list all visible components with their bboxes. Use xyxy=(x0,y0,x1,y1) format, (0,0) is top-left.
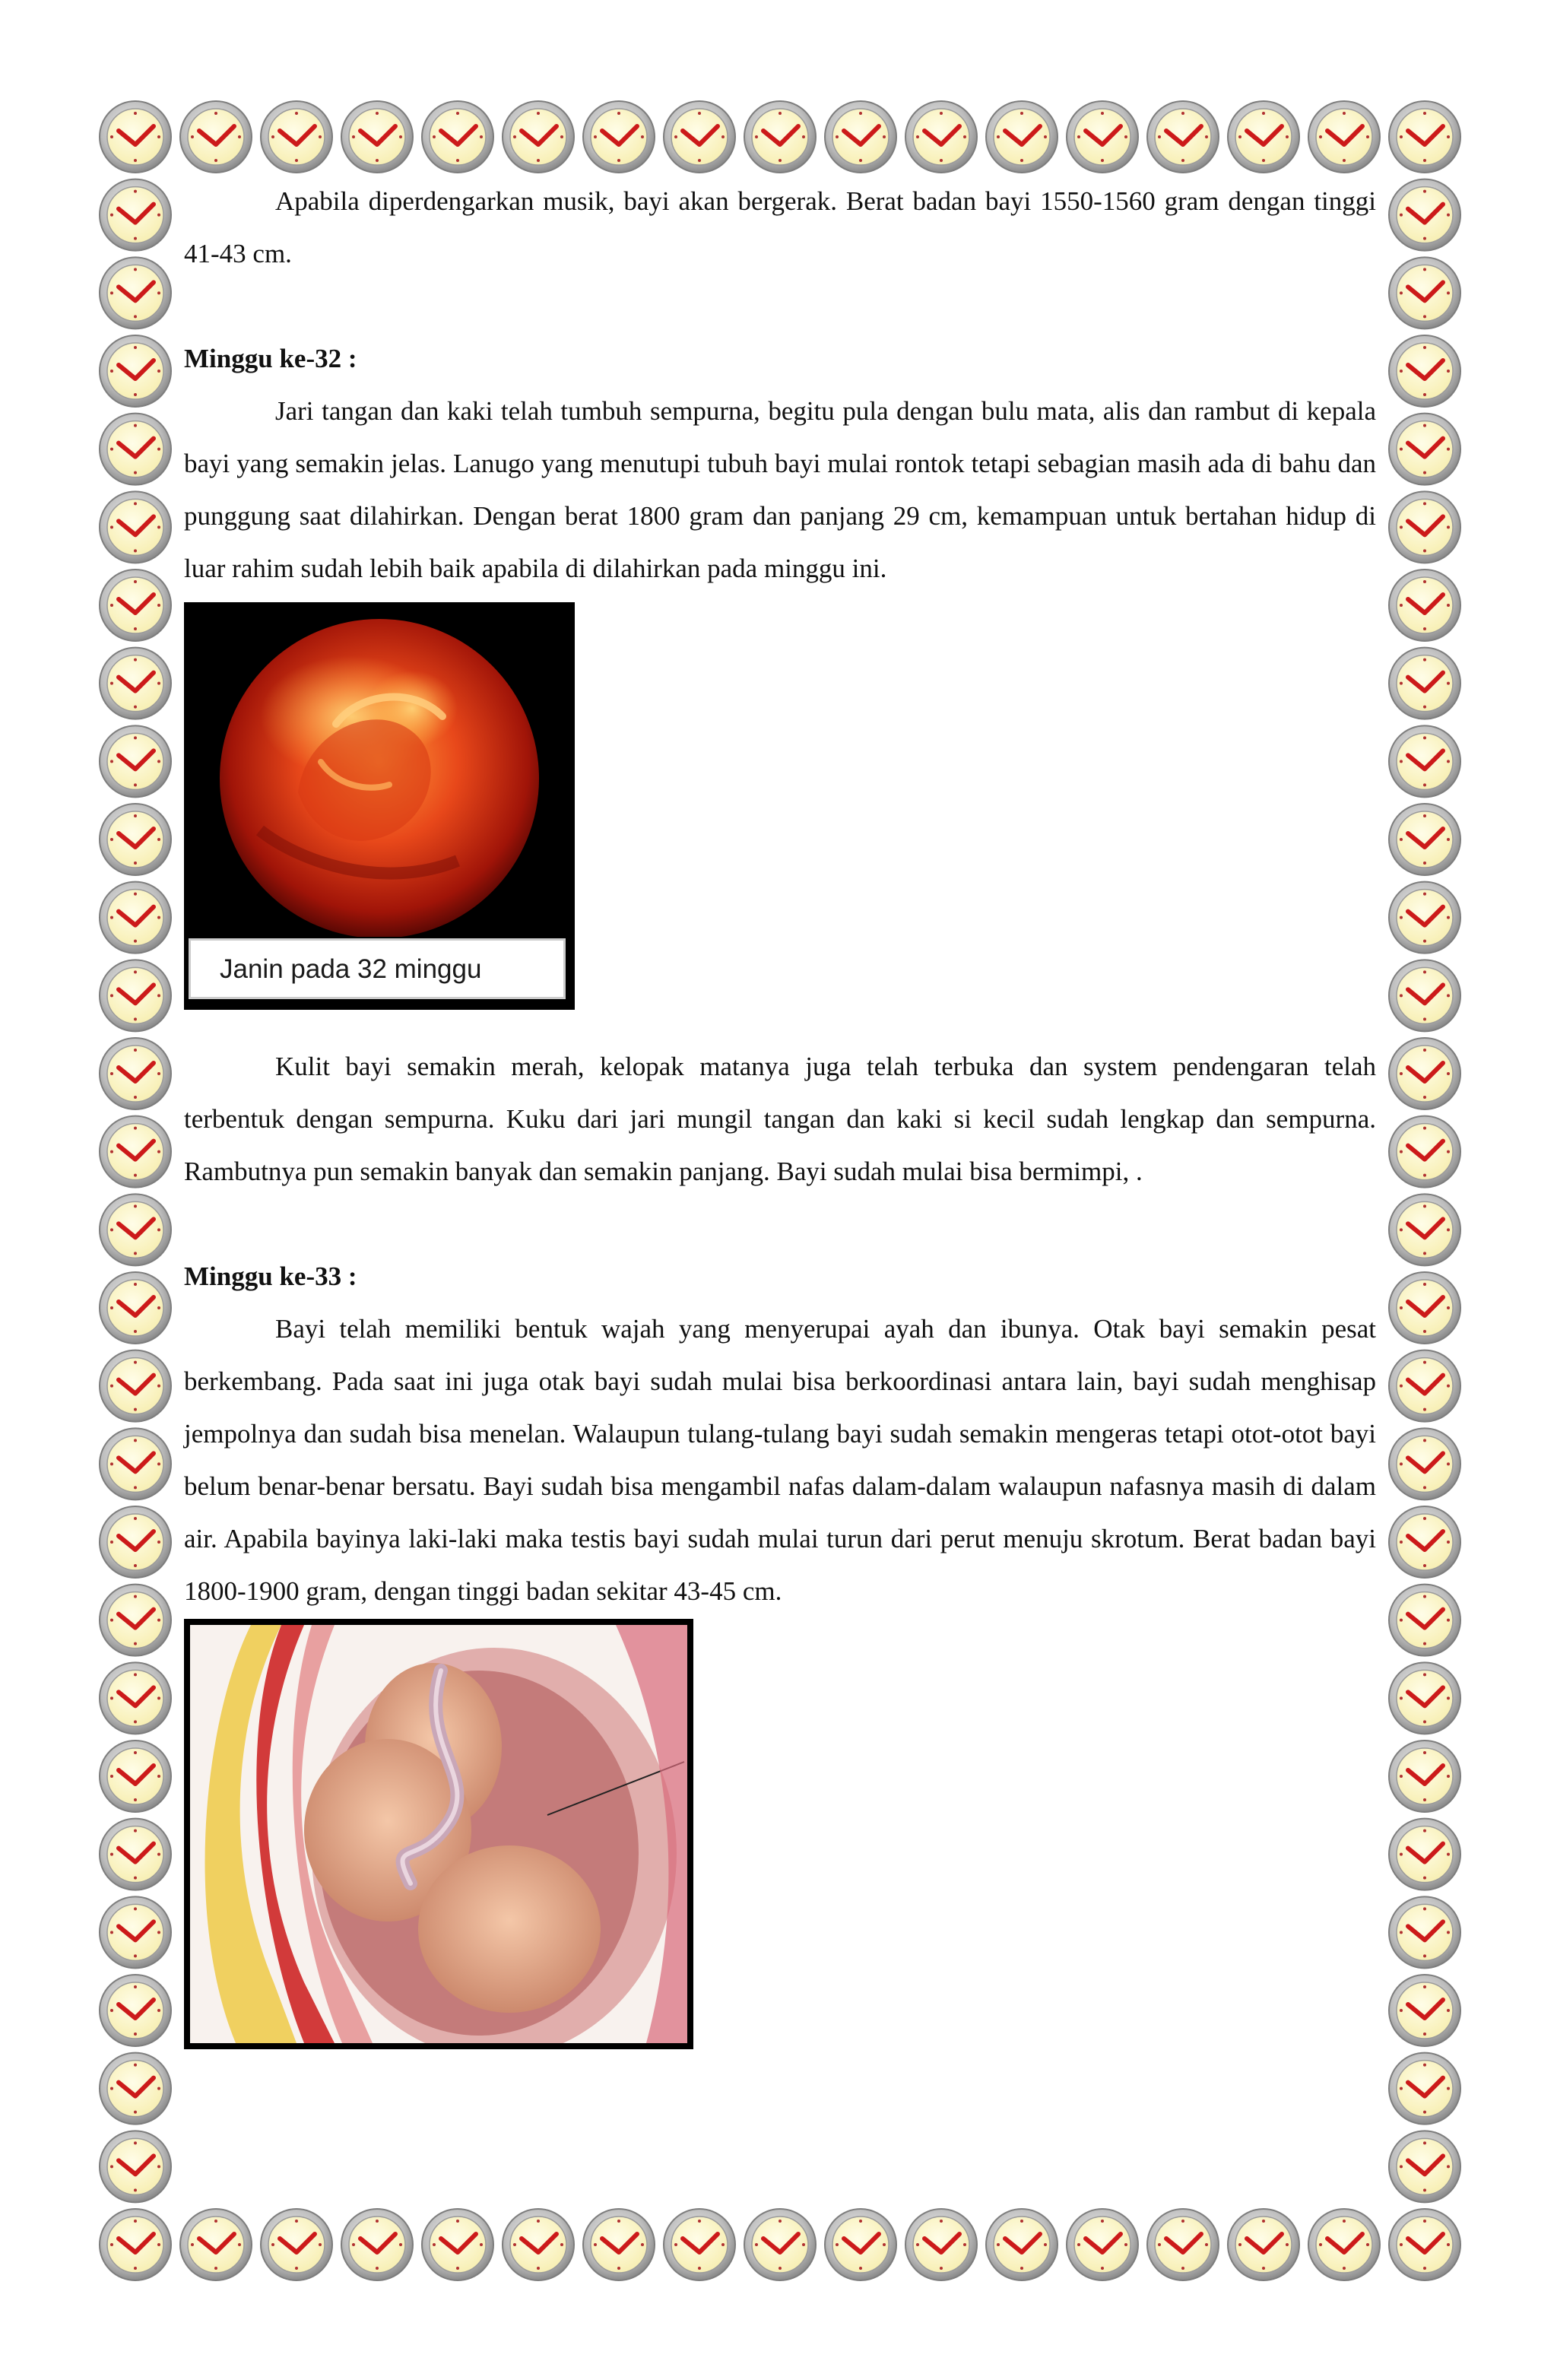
clock-icon xyxy=(1389,1116,1460,1188)
clock-icon xyxy=(1389,179,1460,251)
clock-icon xyxy=(100,1585,171,1656)
clock-icon xyxy=(100,101,171,173)
paragraph-intro: Apabila diperdengarkan musik, bayi akan bergerak. Berat badan bayi 1550-1560 gram dengan tinggi 41-43 cm. xyxy=(184,186,1376,268)
clock-icon xyxy=(825,101,896,173)
fetus-photo xyxy=(184,602,575,937)
clock-icon xyxy=(583,2209,655,2280)
paragraph-week-32: Jari tangan dan kaki telah tumbuh sempurna, begitu pula dengan bulu mata, alis dan rambut di kepala bayi yang semakin jelas. Lanugo yang menutupi tubuh bayi mulai rontok tetapi sebagian masih ada di bahu dan punggung saat dilahirkan. Dengan berat 1800 gram dan panjang 29 cm, kemampuan untuk bertahan hidup di luar rahim sudah lebih baik apabila di dilahirkan pada minggu ini. xyxy=(184,396,1376,583)
clock-icon xyxy=(100,1116,171,1188)
clock-icon xyxy=(341,2209,413,2280)
clock-icon xyxy=(100,882,171,954)
womb-illustration xyxy=(190,1625,687,2043)
clock-icon xyxy=(100,1975,171,2046)
clock-icon xyxy=(744,101,816,173)
clock-icon xyxy=(100,1819,171,1890)
clock-icon xyxy=(1389,1819,1460,1890)
clock-icon xyxy=(100,2131,171,2202)
clock-icon xyxy=(100,2053,171,2125)
paragraph-week-33: Bayi telah memiliki bentuk wajah yang menyerupai ayah dan ibunya. Otak bayi semakin pesat berkembang. Pada saat ini juga otak bayi sudah mulai bisa berkoordinasi antara lain, bayi sudah menghisap jempolnya dan sudah bisa menelan. Walaupun tulang-tulang bayi sudah semakin mengeras tetapi otot-otot bayi belum benar-benar bersatu. Bayi sudah bisa mengambil nafas dalam-dalam walaupun nafasnya masih di dalam air. Apabila bayinya laki-laki maka testis bayi sudah mulai turun dari perut menuju skrotum. Berat badan bayi 1800-1900 gram, dengan tinggi badan sekitar 43-45 cm. xyxy=(184,1314,1376,1606)
clock-icon xyxy=(1389,1272,1460,1344)
clock-icon xyxy=(100,1662,171,1734)
clock-icon xyxy=(1389,1038,1460,1109)
clock-icon xyxy=(986,101,1058,173)
clock-icon xyxy=(1389,1194,1460,1265)
clock-icon xyxy=(100,414,171,485)
clock-icon xyxy=(100,1350,171,1422)
clock-icon xyxy=(1389,491,1460,563)
clock-icon xyxy=(986,2209,1058,2280)
clock-icon xyxy=(1228,2209,1299,2280)
clock-icon xyxy=(1389,2131,1460,2202)
clock-icon xyxy=(100,335,171,407)
clock-icon xyxy=(1389,960,1460,1031)
clock-icon xyxy=(1389,257,1460,328)
clock-icon xyxy=(1389,1662,1460,1734)
clock-icon xyxy=(100,1896,171,1968)
clock-icon xyxy=(422,101,493,173)
clock-icon xyxy=(100,1272,171,1344)
clock-icon xyxy=(1389,648,1460,719)
clock-icon xyxy=(905,101,977,173)
fetus-in-womb-illustration xyxy=(184,1619,693,2049)
clock-icon xyxy=(100,179,171,251)
clock-icon xyxy=(1389,1428,1460,1499)
clock-icon xyxy=(1389,725,1460,797)
clock-icon xyxy=(100,491,171,563)
clock-icon xyxy=(1389,1506,1460,1578)
image-caption-box xyxy=(189,938,566,999)
fetus-32-weeks-image xyxy=(184,602,575,1010)
clock-icon xyxy=(1389,2209,1460,2280)
clock-icon xyxy=(100,2209,171,2280)
clock-icon xyxy=(100,570,171,641)
clock-icon xyxy=(100,804,171,875)
clock-icon xyxy=(503,2209,574,2280)
clock-icon xyxy=(1389,414,1460,485)
clock-icon xyxy=(1308,2209,1380,2280)
heading-week-32: Minggu ke-32 : xyxy=(184,344,357,373)
clock-icon xyxy=(825,2209,896,2280)
clock-icon xyxy=(180,2209,252,2280)
clock-icon xyxy=(1147,2209,1219,2280)
clock-icon xyxy=(1147,101,1219,173)
clock-icon xyxy=(1308,101,1380,173)
clock-icon xyxy=(100,648,171,719)
clock-icon xyxy=(100,1194,171,1265)
clock-icon xyxy=(100,1506,171,1578)
clock-icon xyxy=(100,1038,171,1109)
clock-icon xyxy=(905,2209,977,2280)
clock-icon xyxy=(1389,570,1460,641)
clock-icon xyxy=(1389,1350,1460,1422)
page-body xyxy=(184,175,1376,2049)
clock-icon xyxy=(180,101,252,173)
clock-icon xyxy=(341,101,413,173)
clock-icon xyxy=(1389,1975,1460,2046)
heading-week-33: Minggu ke-33 : xyxy=(184,1261,357,1291)
clock-icon xyxy=(1389,335,1460,407)
clock-icon xyxy=(1067,101,1138,173)
clock-icon xyxy=(261,101,332,173)
clock-icon xyxy=(1228,101,1299,173)
clock-icon xyxy=(100,725,171,797)
clock-icon xyxy=(422,2209,493,2280)
clock-icon xyxy=(1389,882,1460,954)
clock-icon xyxy=(261,2209,332,2280)
clock-icon xyxy=(1389,1585,1460,1656)
clock-icon xyxy=(583,101,655,173)
clock-icon xyxy=(1389,2053,1460,2125)
clock-icon xyxy=(1389,1896,1460,1968)
clock-icon xyxy=(100,960,171,1031)
clock-icon xyxy=(1389,101,1460,173)
clock-icon xyxy=(100,257,171,328)
paragraph-skin: Kulit bayi semakin merah, kelopak matanya juga telah terbuka dan system pendengaran telah terbentuk dengan sempurna. Kuku dari jari mungil tangan dan kaki si kecil sudah lengkap dan sempurna. Rambutnya pun semakin banyak dan semakin panjang. Bayi sudah mulai bisa bermimpi, . xyxy=(184,1052,1376,1186)
clock-icon xyxy=(100,1428,171,1499)
clock-icon xyxy=(100,1741,171,1812)
image-caption: Janin pada 32 minggu xyxy=(220,954,482,984)
clock-icon xyxy=(664,2209,735,2280)
clock-icon xyxy=(1389,1741,1460,1812)
clock-icon xyxy=(744,2209,816,2280)
clock-icon xyxy=(1389,804,1460,875)
clock-icon xyxy=(664,101,735,173)
clock-icon xyxy=(1067,2209,1138,2280)
clock-icon xyxy=(503,101,574,173)
